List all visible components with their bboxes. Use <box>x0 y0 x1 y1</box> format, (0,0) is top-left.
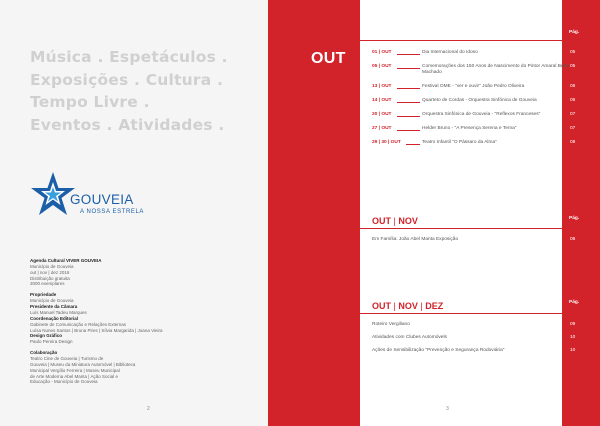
credit-line: de Arte Moderna Abel Manta | Ação Social e <box>30 373 118 379</box>
pag-label: Pág. <box>569 300 580 305</box>
event-leader <box>397 102 420 103</box>
event-leader <box>397 116 420 117</box>
event-page: 05 <box>570 64 576 69</box>
credit-head: Design Gráfico <box>30 333 63 339</box>
credits <box>30 258 230 390</box>
credit-head: Coordenação Editorial <box>30 315 79 321</box>
pag-label: Pág. <box>569 216 580 221</box>
month-label: NOV <box>398 301 418 311</box>
program-item[interactable]: Atividades com Clubes Automóvels <box>372 335 447 340</box>
section-heading-out-nov-dez <box>372 301 443 311</box>
credit-line: 3000 exemplares <box>30 281 65 287</box>
program-item[interactable]: Ações de Sensibilização "Prevenção e Segurança Rodoviária" <box>372 348 505 353</box>
event-page: 06 <box>570 84 576 89</box>
credit-head: Colaboração <box>30 350 58 356</box>
month-label: NOV <box>398 216 418 226</box>
credit-line: Distribuição gratuita <box>30 275 70 281</box>
event-page: 05 <box>570 50 576 55</box>
event-date: 27 | OUT <box>372 126 392 131</box>
credit-line: Luísa Nunes Santos | Bruna Pires | Sílvia Margarida | Joana Vieira <box>30 327 163 333</box>
left-page <box>0 0 268 426</box>
intro-line: Tempo Livre . <box>30 93 150 111</box>
intro-line: Exposições . Cultura . <box>30 70 224 89</box>
credit-line: Luís Manuel Tadeu Marques <box>30 309 87 315</box>
month-label: OUT <box>372 301 391 311</box>
gouveia-logo <box>30 170 160 222</box>
event-date: 05 | OUT <box>372 64 392 69</box>
program-item-page: 10 <box>570 348 576 353</box>
credit-block <box>30 316 230 334</box>
event-leader <box>397 68 420 69</box>
program-item[interactable]: Em Família: João Abel Manta Exposição <box>372 237 459 242</box>
credit-line: Gouveia | Museu da Miniatura Automóvel | Biblioteca <box>30 361 136 367</box>
event-leader <box>406 144 420 145</box>
program-item-page: 10 <box>570 335 576 340</box>
event-leader <box>397 130 420 131</box>
band-month-label: OUT <box>311 50 346 67</box>
event-date: 01 | OUT <box>372 50 392 55</box>
event-date: 20 | OUT <box>372 112 392 117</box>
credit-block <box>30 292 230 304</box>
event-date: 29 | 30 | OUT <box>372 140 401 145</box>
section-rule <box>360 313 562 314</box>
program-item-page: 08 <box>570 237 576 242</box>
event-leader <box>397 88 420 89</box>
event-title: Orquestra Sinfónica de Gouveia - "Reflexos Franceses" <box>422 112 541 117</box>
credit-block <box>30 304 230 316</box>
section-heading-out-nov <box>372 216 418 226</box>
credit-line: Educação - Município de Gouveia <box>30 379 98 385</box>
pag-label: Pág. <box>569 30 580 35</box>
month-separator: | <box>391 216 399 226</box>
credit-line: out | nov | dez 2016 <box>30 269 70 275</box>
month-separator: | <box>417 301 426 311</box>
credit-head: Agenda Cultural VIVER GOUVEIA <box>30 258 102 263</box>
month-label: OUT <box>372 216 391 226</box>
intro-heading <box>30 46 266 136</box>
page-number: 2 <box>147 406 150 412</box>
event-date: 14 | OUT <box>372 98 392 103</box>
credit-line: Teatro Cine de Gouveia | Turismo de <box>30 356 104 362</box>
intro-line: Eventos . Atividades . <box>30 115 225 134</box>
credit-line: Paulo Pereira Design <box>30 339 73 345</box>
credit-line: Município de Gouveia <box>30 264 74 269</box>
event-title: Festival OME - "ver e ouvir" João Pedro Oliveira <box>422 84 525 89</box>
program-item[interactable]: Roteiro Vergiliano <box>372 322 410 327</box>
section-rule <box>360 228 562 229</box>
month-label: DEZ <box>425 301 444 311</box>
event-title: Helder Bruno - "A Presença Serena e Terna" <box>422 126 517 131</box>
logo-name: GOUVEIA <box>70 192 134 207</box>
event-title: Comemorações dos 150 Anos de Nascimento do Pintor Amaral Betto Machado <box>422 64 569 75</box>
event-title: Teatro Infantil "O Pássaro da Alma" <box>422 140 497 145</box>
credit-block <box>30 333 230 345</box>
section-rule <box>360 40 562 41</box>
intro-line: Música . Espetáculos . <box>30 48 228 66</box>
month-separator: | <box>391 301 399 311</box>
event-page: 07 <box>570 126 576 131</box>
credit-head: Presidente da Câmara <box>30 303 78 309</box>
event-date: 13 | OUT <box>372 84 392 89</box>
credit-line: Gabinete de Comunicação e Relações Externas <box>30 321 127 327</box>
credit-line: Municipal Vergílio Ferreira | Museu Municipal <box>30 367 120 373</box>
event-page: 06 <box>570 98 576 103</box>
event-title: Dia Internacional do Idoso <box>422 50 478 55</box>
credit-line: Município de Gouveia <box>30 298 74 304</box>
event-page: 07 <box>570 112 576 117</box>
program-item-page: 09 <box>570 322 576 327</box>
event-leader <box>397 54 420 55</box>
credit-block <box>30 258 230 287</box>
event-title: Quarteto de Cordas - Orquestra Sinfónica de Gouveia <box>422 98 537 103</box>
logo-tagline: A NOSSA ESTRELA <box>80 209 145 215</box>
credit-head: Propriedade <box>30 292 57 298</box>
credit-block <box>30 350 230 385</box>
event-page: 08 <box>570 140 576 145</box>
page-number: 3 <box>446 406 449 412</box>
